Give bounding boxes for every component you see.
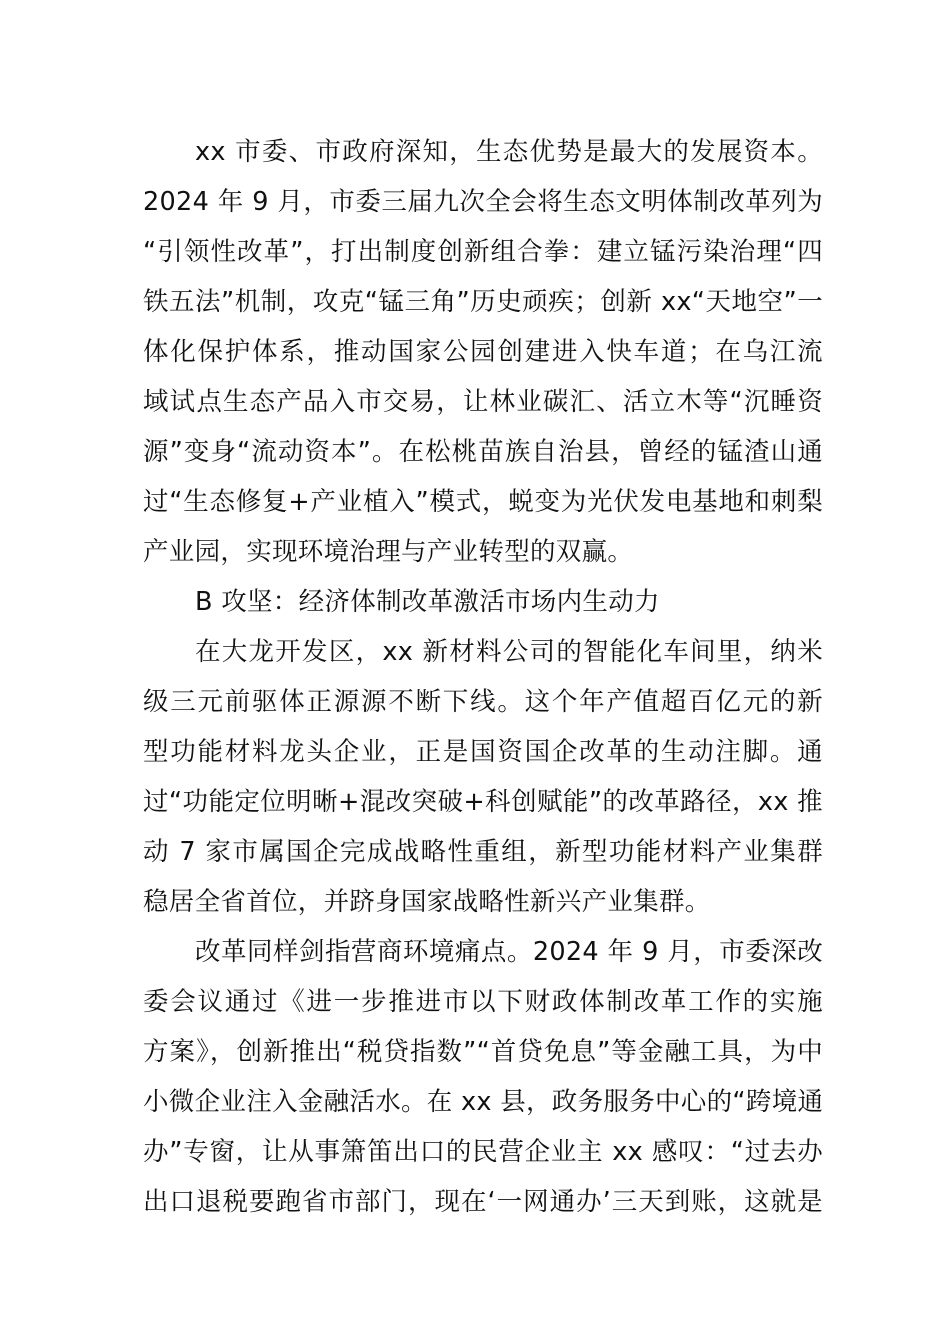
paragraph-line: 稳居全省首位，并跻身国家战略性新兴产业集群。	[143, 887, 711, 917]
paragraph-line: 出口退税要跑省市部门，现在‘一网通办’三天到账，这就是	[143, 1187, 823, 1217]
paragraph-line: 体化保护体系，推动国家公园创建进入快车道；在乌江流	[143, 337, 823, 367]
paragraph-line: 级三元前驱体正源源不断下线。这个年产值超百亿元的新	[143, 687, 823, 717]
paragraph-line: 办”专窗，让从事箫笛出口的民营企业主 xx 感叹：“过去办	[143, 1137, 823, 1167]
paragraph-line: 在大龙开发区，xx 新材料公司的智能化车间里，纳米	[195, 637, 823, 667]
paragraph-line: 方案》，创新推出“税贷指数”“首贷免息”等金融工具，为中	[143, 1037, 823, 1067]
paragraph-line: 源”变身“流动资本”。在松桃苗族自治县，曾经的锰渣山通	[143, 437, 823, 467]
paragraph-line: 委会议通过《进一步推进市以下财政体制改革工作的实施	[143, 987, 823, 1017]
paragraph-line: 改革同样剑指营商环境痛点。2024 年 9 月，市委深改	[195, 937, 823, 967]
paragraph-line: 小微企业注入金融活水。在 xx 县，政务服务中心的“跨境通	[143, 1087, 824, 1117]
section-heading: B 攻坚：经济体制改革激活市场内生动力	[195, 587, 660, 617]
paragraph-line: 型功能材料龙头企业，正是国资国企改革的生动注脚。通	[143, 737, 823, 767]
paragraph-line: 过“功能定位明晰+混改突破+科创赋能”的改革路径，xx 推	[143, 787, 823, 817]
paragraph-line: xx 市委、市政府深知，生态优势是最大的发展资本。	[195, 137, 823, 167]
paragraph-line: “引领性改革”，打出制度创新组合拳：建立锰污染治理“四	[143, 237, 823, 267]
paragraph-line: 域试点生态产品入市交易，让林业碳汇、活立木等“沉睡资	[143, 387, 823, 417]
paragraph-line: 过“生态修复+产业植入”模式，蜕变为光伏发电基地和刺梨	[143, 487, 823, 517]
paragraph-line: 产业园，实现环境治理与产业转型的双赢。	[143, 537, 634, 567]
paragraph-line: 铁五法”机制，攻克“锰三角”历史顽疾；创新 xx“天地空”一	[143, 287, 823, 317]
paragraph-line: 2024 年 9 月，市委三届九次全会将生态文明体制改革列为	[143, 187, 823, 217]
paragraph-line: 动 7 家市属国企完成战略性重组，新型功能材料产业集群	[143, 837, 823, 867]
